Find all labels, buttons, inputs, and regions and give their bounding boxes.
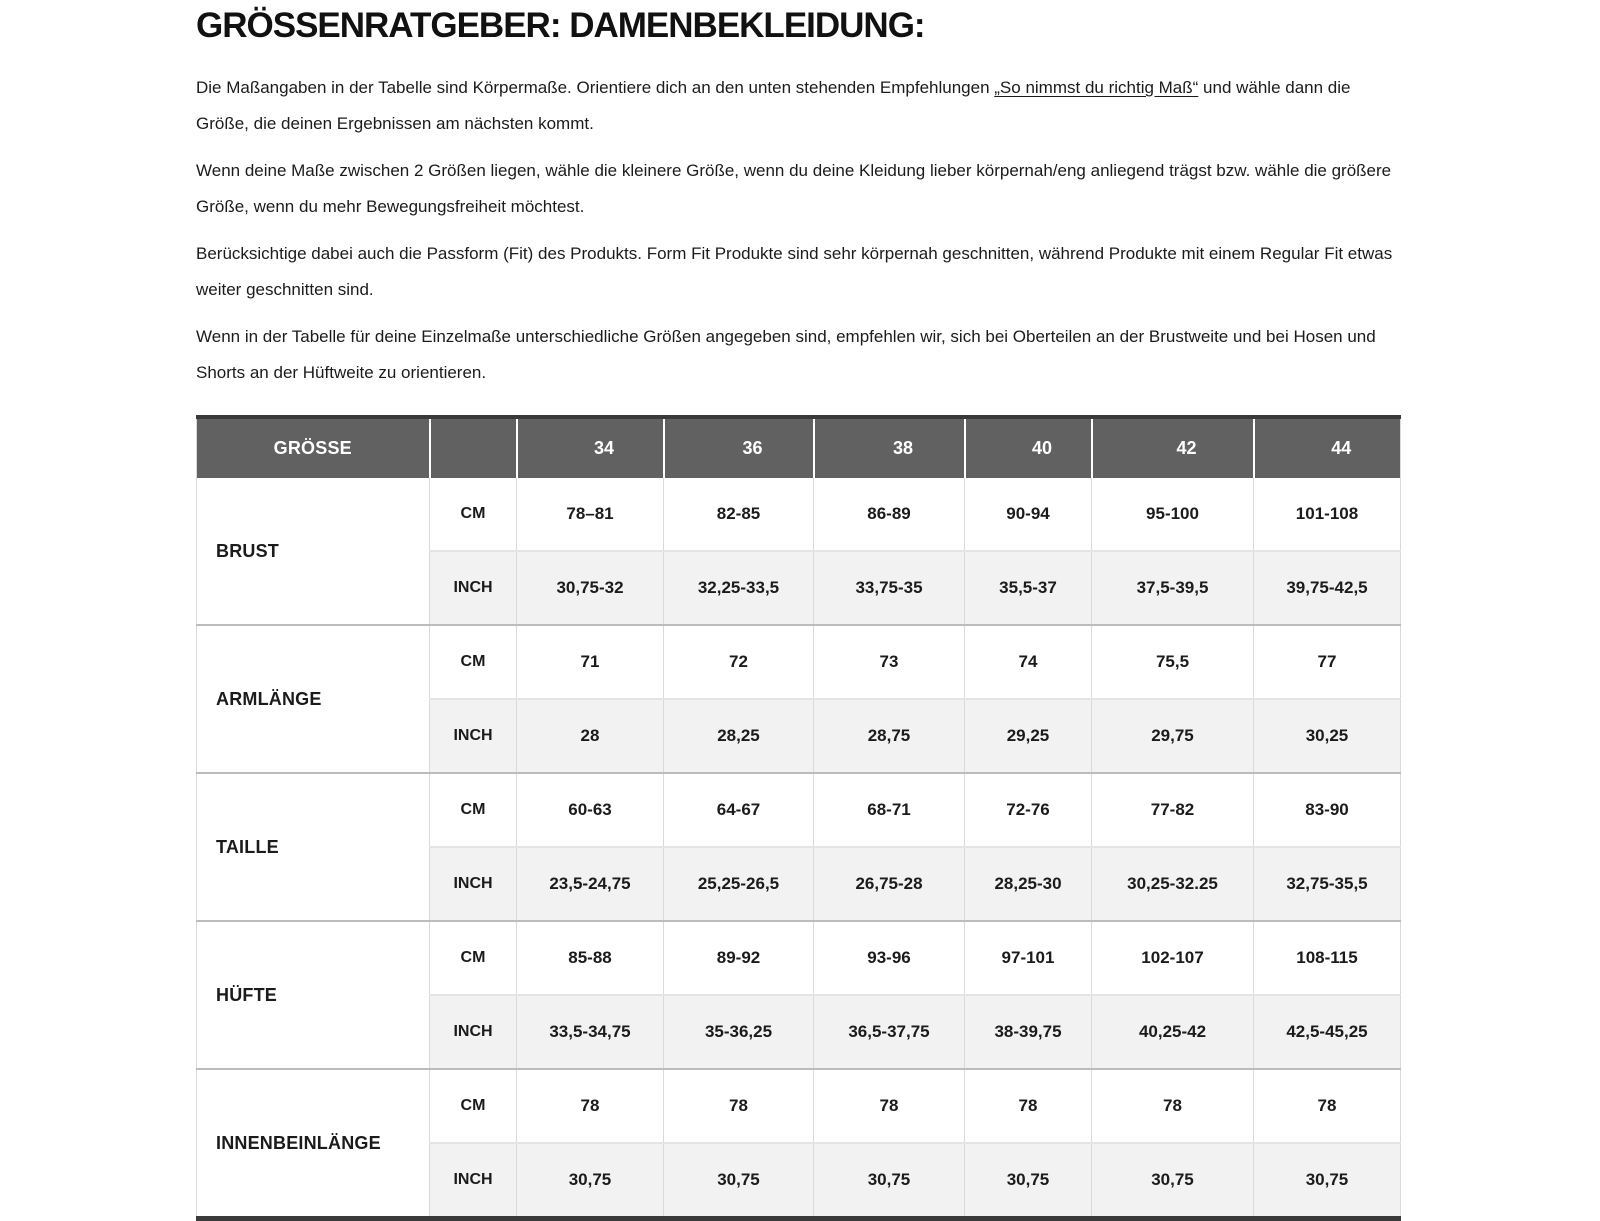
cell-huefte-cm-42: 102-107	[1092, 921, 1254, 995]
cell-innenbeinlaenge-inch-36: 30,75	[664, 1143, 814, 1219]
cell-taille-cm-36: 64-67	[664, 773, 814, 847]
cell-innenbeinlaenge-cm-36: 78	[664, 1069, 814, 1143]
unit-cell-huefte-cm: CM	[430, 921, 517, 995]
unit-cell-armlaenge-inch: INCH	[430, 699, 517, 773]
cell-taille-inch-36: 25,25-26,5	[664, 847, 814, 921]
unit-cell-taille-inch: INCH	[430, 847, 517, 921]
cell-innenbeinlaenge-inch-34: 30,75	[517, 1143, 664, 1219]
cell-huefte-inch-34: 33,5-34,75	[517, 995, 664, 1069]
cell-brust-cm-42: 95-100	[1092, 478, 1254, 551]
cell-armlaenge-cm-38: 73	[814, 625, 965, 699]
cell-brust-cm-36: 82-85	[664, 478, 814, 551]
cell-huefte-inch-36: 35-36,25	[664, 995, 814, 1069]
unit-cell-brust-cm: CM	[430, 478, 517, 551]
cell-taille-cm-40: 72-76	[965, 773, 1092, 847]
cell-taille-cm-42: 77-82	[1092, 773, 1254, 847]
cell-huefte-cm-36: 89-92	[664, 921, 814, 995]
cell-huefte-inch-38: 36,5-37,75	[814, 995, 965, 1069]
cell-innenbeinlaenge-inch-40: 30,75	[965, 1143, 1092, 1219]
size-table-body	[197, 478, 1401, 1219]
cell-armlaenge-cm-34: 71	[517, 625, 664, 699]
intro-text-pre: Die Maßangaben in der Tabelle sind Körpermaße. Orientiere dich an den unten stehenden Empfehlungen	[196, 78, 995, 97]
table-row-innenbeinlaenge-cm	[197, 1069, 1401, 1143]
unit-cell-innenbeinlaenge-cm: CM	[430, 1069, 517, 1143]
cell-innenbeinlaenge-cm-42: 78	[1092, 1069, 1254, 1143]
paragraph-recommendation: Wenn in der Tabelle für deine Einzelmaße unterschiedliche Größen angegeben sind, empfehlen wir, sich bei Oberteilen an der Brustweite und bei Hosen und Shorts an der Hüftweite zu orientieren.	[196, 327, 1376, 382]
cell-brust-cm-34: 78–81	[517, 478, 664, 551]
cell-taille-cm-38: 68-71	[814, 773, 965, 847]
row-label-innenbeinlaenge: INNENBEINLÄNGE	[197, 1069, 430, 1219]
cell-armlaenge-inch-36: 28,25	[664, 699, 814, 773]
cell-huefte-inch-42: 40,25-42	[1092, 995, 1254, 1069]
cell-armlaenge-inch-34: 28	[517, 699, 664, 773]
cell-brust-cm-40: 90-94	[965, 478, 1092, 551]
intro-paragraph	[196, 70, 1400, 142]
unit-cell-armlaenge-cm: CM	[430, 625, 517, 699]
header-cell-size-34: 34	[517, 417, 664, 478]
cell-innenbeinlaenge-cm-44: 78	[1254, 1069, 1401, 1143]
header-cell-size-36: 36	[664, 417, 814, 478]
cell-brust-inch-36: 32,25-33,5	[664, 551, 814, 625]
page-title: GRÖSSENRATGEBER: DAMENBEKLEIDUNG:	[196, 6, 925, 45]
cell-armlaenge-inch-44: 30,25	[1254, 699, 1401, 773]
cell-taille-inch-38: 26,75-28	[814, 847, 965, 921]
table-row-huefte-cm	[197, 921, 1401, 995]
cell-brust-inch-34: 30,75-32	[517, 551, 664, 625]
unit-cell-huefte-inch: INCH	[430, 995, 517, 1069]
cell-armlaenge-cm-36: 72	[664, 625, 814, 699]
cell-innenbeinlaenge-inch-38: 30,75	[814, 1143, 965, 1219]
unit-cell-taille-cm: CM	[430, 773, 517, 847]
size-table	[196, 415, 1401, 1221]
table-row-armlaenge-cm	[197, 625, 1401, 699]
paragraph-size-between: Wenn deine Maße zwischen 2 Größen liegen, wähle die kleinere Größe, wenn du deine Kleidung lieber körpernah/eng anliegend trägst bzw. wähle die größere Größe, wenn du mehr Bewegungsfreiheit möchtest.	[196, 161, 1392, 216]
cell-armlaenge-inch-38: 28,75	[814, 699, 965, 773]
cell-taille-inch-34: 23,5-24,75	[517, 847, 664, 921]
header-cell-size-40: 40	[965, 417, 1092, 478]
cell-innenbeinlaenge-cm-40: 78	[965, 1069, 1092, 1143]
cell-huefte-cm-40: 97-101	[965, 921, 1092, 995]
cell-huefte-cm-44: 108-115	[1254, 921, 1401, 995]
cell-armlaenge-inch-42: 29,75	[1092, 699, 1254, 773]
cell-brust-cm-38: 86-89	[814, 478, 965, 551]
cell-armlaenge-cm-40: 74	[965, 625, 1092, 699]
cell-armlaenge-inch-40: 29,25	[965, 699, 1092, 773]
row-label-armlaenge: ARMLÄNGE	[197, 625, 430, 773]
size-table-header-row	[197, 417, 1401, 478]
paragraph-fit-info: Berücksichtige dabei auch die Passform (Fit) des Produkts. Form Fit Produkte sind sehr körpernah geschnitten, während Produkte mit einem Regular Fit etwas weiter geschnitten sind.	[196, 244, 1393, 299]
cell-armlaenge-cm-42: 75,5	[1092, 625, 1254, 699]
header-cell-size-38: 38	[814, 417, 965, 478]
header-cell-size-42: 42	[1092, 417, 1254, 478]
row-label-huefte: HÜFTE	[197, 921, 430, 1069]
cell-brust-inch-42: 37,5-39,5	[1092, 551, 1254, 625]
cell-brust-inch-40: 35,5-37	[965, 551, 1092, 625]
cell-brust-inch-44: 39,75-42,5	[1254, 551, 1401, 625]
cell-innenbeinlaenge-inch-42: 30,75	[1092, 1143, 1254, 1219]
cell-taille-inch-44: 32,75-35,5	[1254, 847, 1401, 921]
header-cell-size-44: 44	[1254, 417, 1401, 478]
cell-armlaenge-cm-44: 77	[1254, 625, 1401, 699]
unit-cell-innenbeinlaenge-inch: INCH	[430, 1143, 517, 1219]
cell-innenbeinlaenge-inch-44: 30,75	[1254, 1143, 1401, 1219]
cell-taille-cm-44: 83-90	[1254, 773, 1401, 847]
cell-huefte-cm-38: 93-96	[814, 921, 965, 995]
size-table-header	[197, 417, 1401, 478]
table-row-brust-cm	[197, 478, 1401, 551]
row-label-brust: BRUST	[197, 478, 430, 625]
table-row-taille-cm	[197, 773, 1401, 847]
cell-brust-inch-38: 33,75-35	[814, 551, 965, 625]
unit-cell-brust-inch: INCH	[430, 551, 517, 625]
intro-text-post: und wähle dann die Größe, die deinen Ergebnissen am nächsten kommt.	[196, 78, 1351, 133]
cell-huefte-inch-44: 42,5-45,25	[1254, 995, 1401, 1069]
row-label-taille: TAILLE	[197, 773, 430, 921]
cell-huefte-cm-34: 85-88	[517, 921, 664, 995]
cell-brust-cm-44: 101-108	[1254, 478, 1401, 551]
cell-taille-inch-40: 28,25-30	[965, 847, 1092, 921]
header-cell-unit	[430, 417, 517, 478]
header-cell-groesse: GRÖSSE	[197, 417, 430, 478]
measure-guide-link[interactable]: „So nimmst du richtig Maß“	[994, 78, 1199, 97]
cell-taille-cm-34: 60-63	[517, 773, 664, 847]
cell-taille-inch-42: 30,25-32.25	[1092, 847, 1254, 921]
cell-huefte-inch-40: 38-39,75	[965, 995, 1092, 1069]
cell-innenbeinlaenge-cm-38: 78	[814, 1069, 965, 1143]
cell-innenbeinlaenge-cm-34: 78	[517, 1069, 664, 1143]
